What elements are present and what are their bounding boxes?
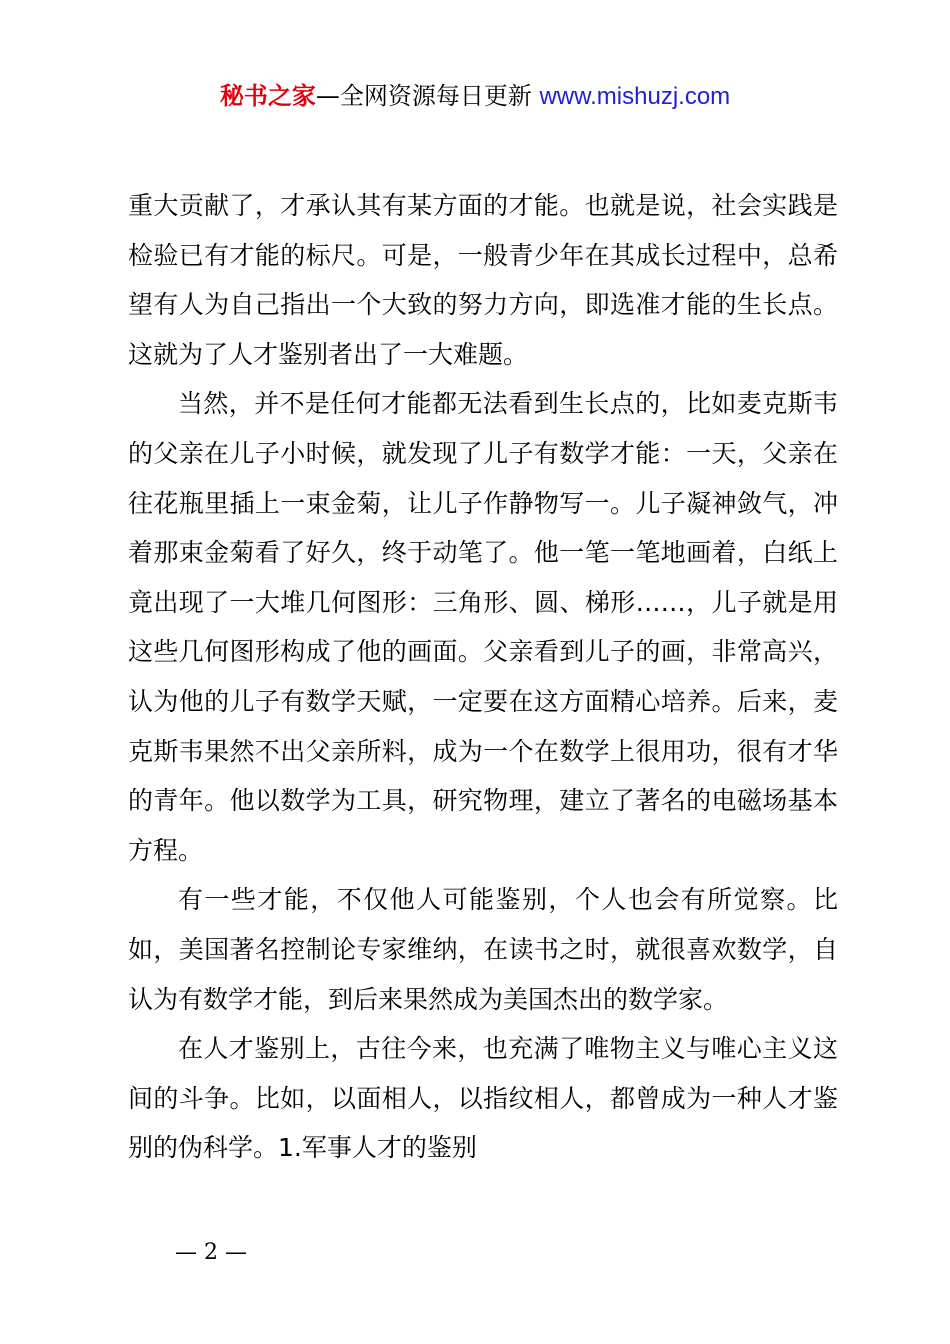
paragraph-pseudoscience: 在人才鉴别上，古往今来，也充满了唯物主义与唯心主义这间的斗争。比如，以面相人，以指纹相人，都曾成为一种人才鉴别的伪科学。1.军事人才的鉴别	[128, 1034, 838, 1163]
paragraph-continuation: 重大贡献了，才承认其有某方面的才能。也就是说，社会实践是检验已有才能的标尺。可是，一般青少年在其成长过程中，总希望有人为自己指出一个大致的努力方向，即选准才能的生长点。这就为了人才鉴别者出了一大难题。	[128, 191, 838, 369]
header-tagline: —全网资源每日更新	[315, 82, 532, 110]
page-number: — 2 —	[175, 1240, 247, 1265]
site-url-link[interactable]: www.mishuzj.com	[539, 83, 731, 110]
paragraph-wiener: 有一些才能，不仅他人可能鉴别，个人也会有所觉察。比如，美国著名控制论专家维纳，在读书之时，就很喜欢数学，自认为有数学才能，到后来果然成为美国杰出的数学家。	[128, 885, 838, 1014]
paragraph-maxwell: 当然，并不是任何才能都无法看到生长点的，比如麦克斯韦的父亲在儿子小时候，就发现了儿子有数学才能：一天，父亲在往花瓶里插上一束金菊，让儿子作静物写一。儿子凝神敛气，冲着那束金菊看了好久，终于动笔了。他一笔一笔地画着，白纸上竟出现了一大堆几何图形：三角形、圆、梯形……，儿子就是用这些几何图形构成了他的画面。父亲看到儿子的画，非常高兴，认为他的儿子有数学天赋，一定要在这方面精心培养。后来，麦克斯韦果然不出父亲所料，成为一个在数学上很用功，很有才华的青年。他以数学为工具，研究物理，建立了著名的电磁场基本方程。	[128, 389, 838, 865]
brand-name: 秘书之家	[219, 82, 316, 110]
document-body	[128, 181, 838, 1173]
page-header	[0, 78, 950, 115]
